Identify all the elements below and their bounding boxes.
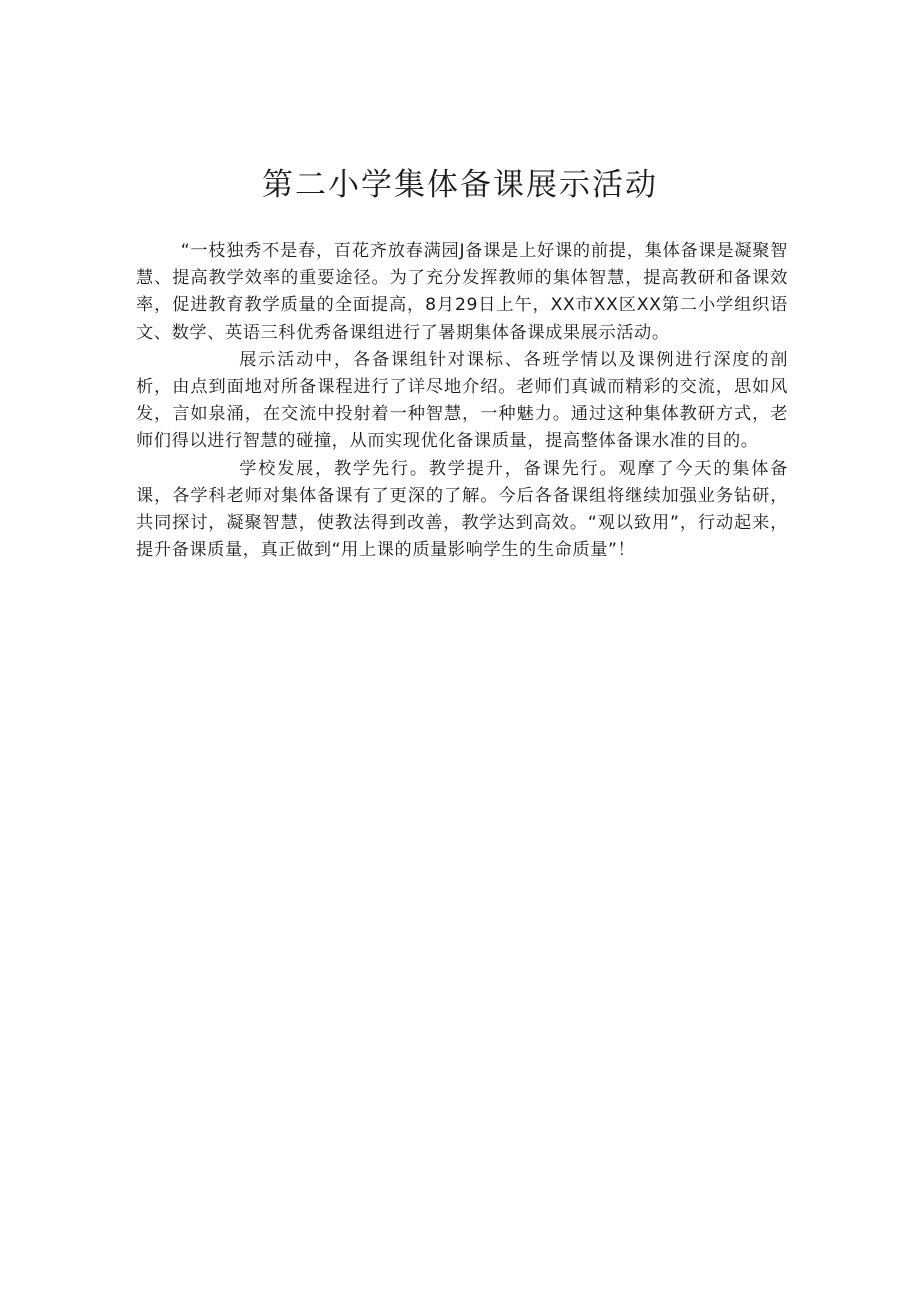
paragraph-conclusion: 学校发展，教学先行。教学提升，备课先行。观摩了今天的集体备课，各学科老师对集体备课有了更深的了解。今后各备课组将继续加强业务钻研，共同探讨，凝聚智慧，使教法得到改善，教学达到高效。“观以致用”，行动起来，提升备课质量，真正做到“用上课的质量影响学生的生命质量”！	[136, 458, 788, 561]
paragraph-activity: 展示活动中，各备课组针对课标、各班学情以及课例进行深度的剖析，由点到面地对所备课程进行了详尽地介绍。老师们真诚而精彩的交流，思如风发，言如泉涌，在交流中投射着一种智慧，一种魅力。通过这种集体教研方式，老师们得以进行智慧的碰撞，从而实现优化备课质量，提高整体备课水准的目的。	[136, 349, 788, 452]
document-title: 第二小学集体备课展示活动	[262, 167, 658, 203]
paragraph-intro: “一枝独秀不是春，百花齐放春满园J备课是上好课的前提，集体备课是凝聚智慧、提高教学效率的重要途径。为了充分发挥教师的集体智慧，提高教研和备课效率，促进教育教学质量的全面提高，8月29日上午，XX市XX区XX第二小学组织语文、数学、英语三科优秀备课组进行了暑期集体备课成果展示活动。	[136, 241, 788, 343]
document-body	[136, 238, 788, 564]
